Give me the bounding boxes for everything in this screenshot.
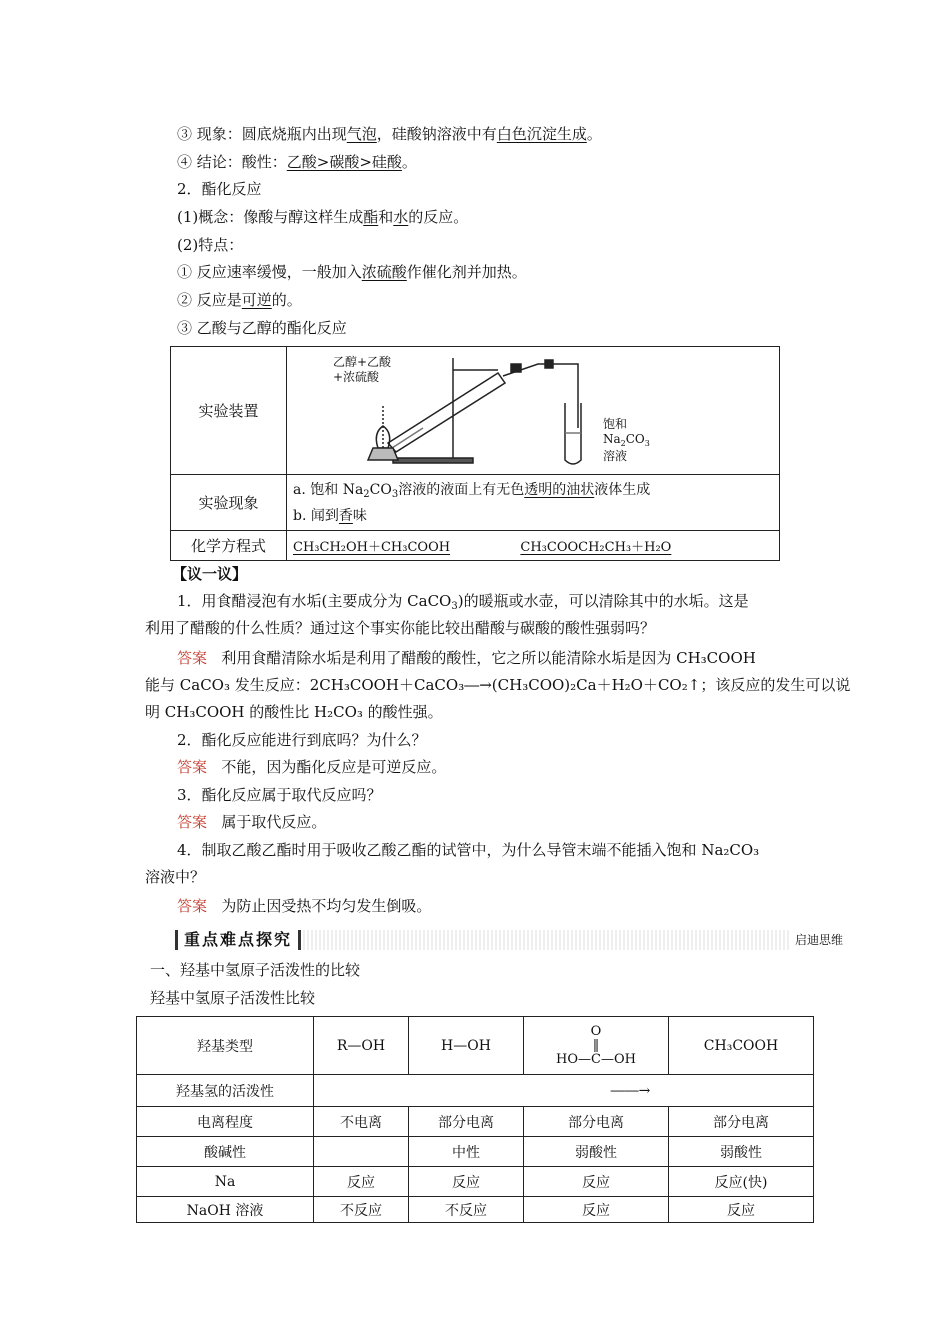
question-4-line-1: 4．制取乙酸乙酯时用于吸收乙酸乙酯的试管中，为什么导管末端不能插入饱和 Na₂CO₃: [177, 841, 760, 859]
carbonic-bond: ‖: [592, 1037, 600, 1053]
header-cell: 羟基类型: [137, 1017, 314, 1075]
header-cell: H—OH: [409, 1017, 524, 1075]
table-cell: 电离程度: [137, 1107, 314, 1137]
answer-3: 答案 属于取代反应。: [177, 813, 327, 831]
discuss-heading: 【议一议】: [172, 565, 248, 583]
features-heading: (2)特点：: [177, 236, 244, 254]
section-bar-right: 启迪思维: [791, 930, 847, 950]
equation-cell: [287, 531, 780, 561]
table-row: [137, 1167, 814, 1197]
label-na2co3: $Na_2CO_3$: [603, 431, 650, 448]
answer-label: 答案: [177, 813, 208, 831]
observation-a: a. 饱和 $Na_2CO_3$溶液的液面上有无色透明的油状液体生成: [293, 481, 651, 500]
question-1-line-2: 利用了醋酸的什么性质？通过这个事实你能比较出醋酸与碳酸的酸性强弱吗？: [145, 619, 656, 637]
apparatus-cell: [287, 347, 780, 475]
answer-1-line-2: 能与 CaCO₃ 发生反应：2CH₃COOH＋CaCO₃―→(CH₃COO)₂Ca＋H₂O＋CO₂↑；该反应的发生可以说: [145, 676, 851, 694]
activity-label: 羟基氢的活泼性: [137, 1075, 314, 1107]
equation-right: CH₃COOCH₂CH₃＋H₂O: [520, 540, 672, 555]
answer-label: 答案: [177, 649, 208, 667]
table-row: [137, 1137, 814, 1167]
concept-line: (1)概念：像酸与醇这样生成酯和水的反应。: [177, 208, 469, 226]
table-cell: 反应: [524, 1167, 669, 1197]
answer-1-line-3: 明 CH₃COOH 的酸性比 H₂CO₃ 的酸性强。: [145, 703, 443, 721]
table-cell: 反应: [409, 1167, 524, 1197]
table-cell: 不电离: [314, 1107, 409, 1137]
table-cell: 部分电离: [524, 1107, 669, 1137]
section-bar: [175, 930, 847, 950]
carbonic-o: O: [590, 1023, 602, 1039]
hydroxyl-table: [136, 1016, 814, 1223]
table-cell: 酸碱性: [137, 1137, 314, 1167]
table-cell: 反应: [314, 1167, 409, 1197]
conclusion-line: ④ 结论：酸性：乙酸>碳酸>硅酸。: [177, 153, 417, 171]
apparatus-label: 实验装置: [171, 347, 287, 475]
table-cell: 部分电离: [669, 1107, 814, 1137]
question-2: 2．酯化反应能进行到底吗？为什么？: [177, 731, 427, 749]
label-catalyst: +浓硫酸: [333, 369, 380, 384]
feature-3: ③ 乙酸与乙醇的酯化反应: [177, 319, 347, 337]
table-cell: 反应: [524, 1197, 669, 1223]
answer-label: 答案: [177, 897, 208, 915]
observation-cell: [287, 475, 780, 531]
carbonic-acid-structure: [524, 1017, 669, 1075]
section-heading: 一、羟基中氢原子活泼性的比较: [150, 961, 361, 979]
table-row: [137, 1197, 814, 1223]
header-cell: CH₃COOH: [669, 1017, 814, 1075]
activity-arrow: ――→: [314, 1075, 814, 1107]
table-row: [137, 1107, 814, 1137]
question-4-line-2: 溶液中？: [145, 868, 206, 886]
table-cell: NaOH 溶液: [137, 1197, 314, 1223]
esterification-heading: 2．酯化反应: [177, 180, 262, 198]
observation-label: 实验现象: [171, 475, 287, 531]
carbonic-formula: HO—C—OH: [556, 1051, 636, 1067]
experiment-table: [170, 346, 780, 561]
table-cell: 中性: [409, 1137, 524, 1167]
feature-1: ① 反应速率缓慢，一般加入浓硫酸作催化剂并加热。: [177, 263, 527, 281]
section-bar-title: 重点难点探究: [175, 930, 301, 950]
table-cell: 弱酸性: [669, 1137, 814, 1167]
table-cell: 弱酸性: [524, 1137, 669, 1167]
table-cell: Na: [137, 1167, 314, 1197]
phenomenon-line: ③ 现象：圆底烧瓶内出现气泡，硅酸钠溶液中有白色沉淀生成。: [177, 125, 602, 143]
equation-label: 化学方程式: [171, 531, 287, 561]
table-cell: 反应: [669, 1197, 814, 1223]
table-cell: 不反应: [409, 1197, 524, 1223]
section-subheading: 羟基中氢原子活泼性比较: [150, 989, 316, 1007]
answer-label: 答案: [177, 758, 208, 776]
question-1-line-1: 1．用食醋浸泡有水垢(主要成分为 CaCO$_3$)的暖瓶或水壶，可以清除其中的水垢。这是: [177, 592, 749, 612]
table-cell: 反应(快): [669, 1167, 814, 1197]
table-cell: 不反应: [314, 1197, 409, 1223]
header-cell: R—OH: [314, 1017, 409, 1075]
feature-2: ② 反应是可逆的。: [177, 291, 302, 309]
answer-1-line-1: 答案 利用食醋清除水垢是利用了醋酸的酸性，它之所以能清除水垢是因为 CH₃COOH: [177, 649, 756, 667]
distillation-apparatus-diagram: [293, 348, 773, 474]
label-solution: 溶液: [603, 448, 628, 463]
answer-2: 答案 不能，因为酯化反应是可逆反应。: [177, 758, 447, 776]
table-cell: [314, 1137, 409, 1167]
question-3: 3．酯化反应属于取代反应吗？: [177, 786, 382, 804]
table-cell: 部分电离: [409, 1107, 524, 1137]
label-saturated: 饱和: [603, 416, 628, 431]
observation-b: b. 闻到香味: [293, 507, 367, 524]
equation-left: CH₃CH₂OH＋CH₃COOH: [293, 540, 451, 555]
label-reactants: 乙醇+乙酸: [333, 354, 392, 369]
answer-4: 答案 为防止因受热不均匀发生倒吸。: [177, 897, 432, 915]
